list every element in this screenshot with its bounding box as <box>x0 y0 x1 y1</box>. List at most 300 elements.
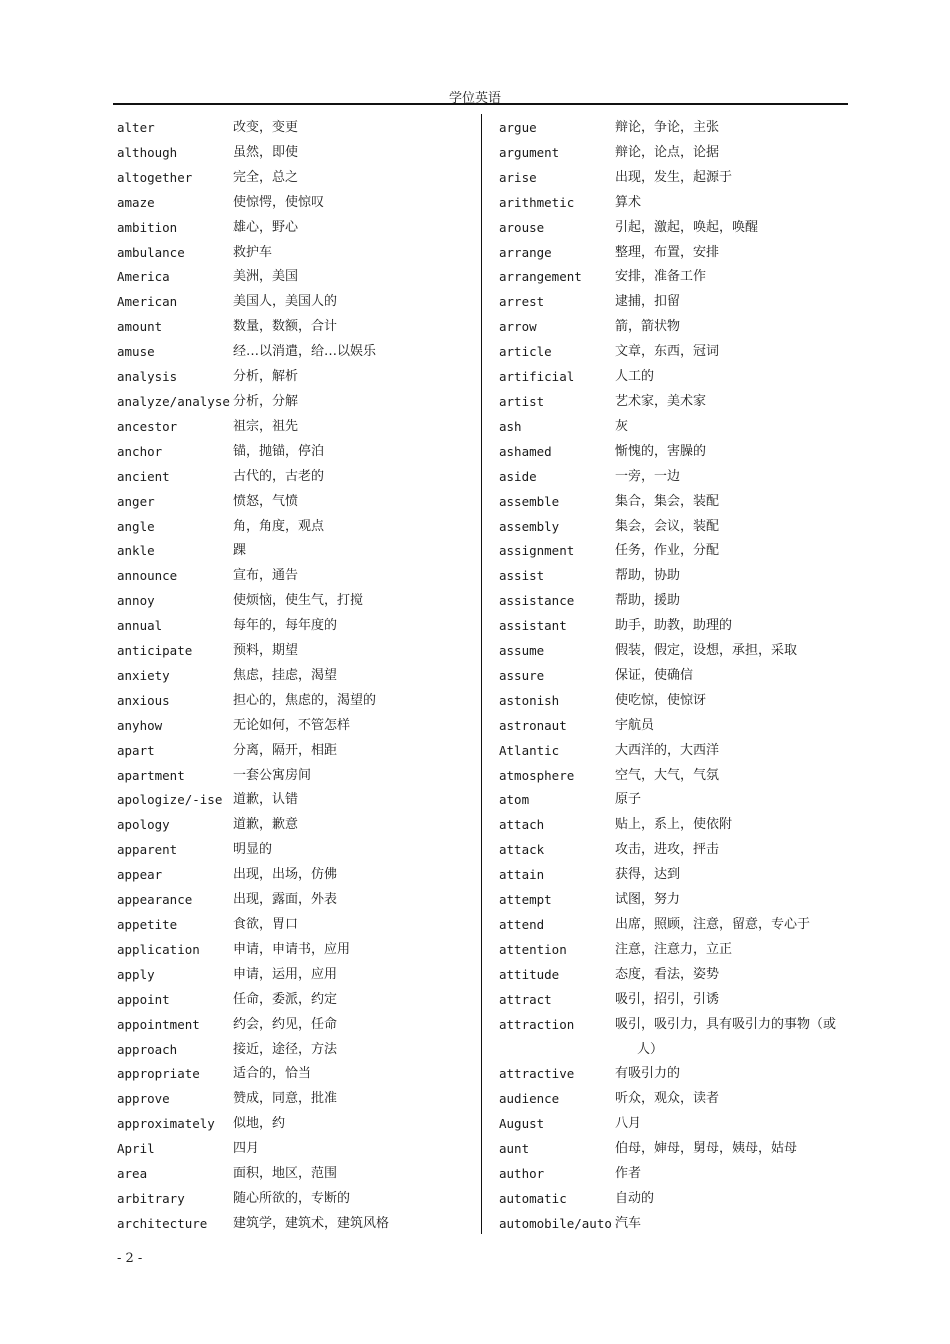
vocab-definition-text: 助手，助教，助理的 <box>615 618 733 634</box>
vocab-word: apartment <box>117 767 185 783</box>
vocab-definition <box>615 440 844 465</box>
vocab-definition-text: 数量，数额，合计 <box>233 319 338 335</box>
vocab-entry <box>117 888 472 913</box>
vocab-entry <box>117 564 472 589</box>
vocab-word: amount <box>117 319 163 335</box>
vocab-definition-text: 任命，委派，约定 <box>233 991 338 1007</box>
vocab-word: August <box>499 1116 545 1132</box>
vocab-entry <box>117 1212 472 1237</box>
vocab-entry <box>499 365 844 390</box>
vocab-definition-text: 出现，出场，仿佛 <box>233 867 338 883</box>
vocab-entry <box>499 1013 844 1063</box>
vocab-entry <box>117 639 472 664</box>
vocab-definition <box>233 739 472 764</box>
vocab-definition-text: 面积，地区，范围 <box>233 1166 338 1182</box>
vocab-word: apologize/-ise <box>117 792 223 808</box>
vocab-entry <box>117 141 472 166</box>
vocab-definition <box>615 913 844 938</box>
vocab-definition-text: 焦虑，挂虑，渴望 <box>233 667 338 683</box>
vocab-definition-text: 安排，准备工作 <box>615 269 707 285</box>
vocab-entry <box>499 539 844 564</box>
vocab-definition <box>615 1013 844 1063</box>
vocab-definition <box>233 290 472 315</box>
vocab-definition-text: 使惊愕，使惊叹 <box>233 194 325 210</box>
vocab-entry <box>117 365 472 390</box>
vocab-word: attack <box>499 842 545 858</box>
vocab-word: anxiety <box>117 667 170 683</box>
vocab-definition <box>615 216 844 241</box>
vocab-word: anyhow <box>117 717 163 733</box>
vocab-entry <box>499 315 844 340</box>
vocab-word: assume <box>499 643 545 659</box>
vocabulary-column-right <box>499 116 844 1237</box>
vocab-definition-text: 明显的 <box>233 842 273 858</box>
vocab-word: arise <box>499 169 537 185</box>
vocab-entry <box>117 1137 472 1162</box>
vocab-word: arrest <box>499 294 545 310</box>
vocab-definition <box>233 564 472 589</box>
vocab-entry <box>499 1137 844 1162</box>
vocab-definition <box>233 315 472 340</box>
vocab-entry <box>117 191 472 216</box>
vocab-definition <box>233 639 472 664</box>
vocab-definition-text: 任务，作业，分配 <box>615 543 720 559</box>
vocab-definition-text: 灰 <box>615 418 629 434</box>
vocab-definition <box>615 863 844 888</box>
vocab-definition-text: 惭愧的，害臊的 <box>615 443 707 459</box>
vocab-definition-text: 吸引，招引，引诱 <box>615 991 720 1007</box>
vocab-entry <box>117 490 472 515</box>
vocab-word: apparent <box>117 842 178 858</box>
vocab-definition-text: 随心所欲的，专断的 <box>233 1190 351 1206</box>
vocab-definition <box>233 664 472 689</box>
vocab-entry <box>117 1112 472 1137</box>
vocab-entry <box>499 863 844 888</box>
vocab-definition <box>615 838 844 863</box>
vocab-entry <box>117 241 472 266</box>
vocab-word: anchor <box>117 443 163 459</box>
vocab-word: April <box>117 1141 155 1157</box>
vocab-definition-text: 担心的，焦虑的，渴望的 <box>233 692 377 708</box>
vocab-entry <box>499 415 844 440</box>
vocab-entry <box>117 315 472 340</box>
vocab-word: analyze/analyse <box>117 393 230 409</box>
vocab-definition <box>615 639 844 664</box>
vocab-entry <box>499 838 844 863</box>
vocab-definition <box>233 988 472 1013</box>
vocab-definition-text: 保证，使确信 <box>615 667 694 683</box>
vocab-word: altogether <box>117 169 193 185</box>
vocab-word: arrangement <box>499 269 582 285</box>
vocab-definition <box>233 1137 472 1162</box>
vocab-entry <box>499 639 844 664</box>
vocab-entry <box>499 166 844 191</box>
vocab-entry <box>499 390 844 415</box>
vocab-definition <box>615 241 844 266</box>
vocab-entry <box>499 988 844 1013</box>
vocab-definition-text: 汽车 <box>615 1215 642 1231</box>
vocab-definition <box>233 1038 472 1063</box>
vocab-entry <box>499 241 844 266</box>
vocab-definition-text: 使烦恼，使生气，打搅 <box>233 593 364 609</box>
vocab-definition <box>233 340 472 365</box>
vocab-definition <box>233 913 472 938</box>
vocab-word: attract <box>499 991 552 1007</box>
vocab-word: America <box>117 269 170 285</box>
vocab-entry <box>499 1187 844 1212</box>
vocab-definition-text: 道歉，认错 <box>233 792 299 808</box>
vocab-word: appearance <box>117 892 193 908</box>
vocab-definition-text: 出席，照顾，注意，留意，专心于 <box>615 917 811 932</box>
vocab-word: although <box>117 144 178 160</box>
vocab-entry <box>499 1087 844 1112</box>
vocab-entry <box>117 116 472 141</box>
vocab-word: attach <box>499 817 545 833</box>
vocab-definition <box>233 614 472 639</box>
vocab-entry <box>117 440 472 465</box>
vocab-entry <box>117 689 472 714</box>
vocab-word: attend <box>499 917 545 932</box>
vocab-entry <box>499 490 844 515</box>
vocab-entry <box>499 1162 844 1187</box>
vocab-word: apply <box>117 966 155 982</box>
vocab-definition-text: 适合的，恰当 <box>233 1066 312 1082</box>
vocab-definition-text: 文章，东西，冠词 <box>615 344 720 360</box>
vocab-definition <box>233 191 472 216</box>
vocab-definition <box>615 315 844 340</box>
vocab-definition-text: 态度，看法，姿势 <box>615 966 720 982</box>
vocab-entry <box>117 539 472 564</box>
vocab-entry <box>117 714 472 739</box>
vocab-word: Atlantic <box>499 742 560 758</box>
vocab-word: assure <box>499 667 545 683</box>
vocab-definition <box>233 1087 472 1112</box>
vocab-definition-text: 试图，努力 <box>615 892 681 908</box>
vocab-definition-text: 八月 <box>615 1116 642 1132</box>
vocab-definition-text: 分离，隔开，相距 <box>233 742 338 758</box>
vocab-word: artificial <box>499 369 575 385</box>
vocab-definition-text: 道歉，歉意 <box>233 817 299 833</box>
vocab-word: attention <box>499 941 567 957</box>
vocab-entry <box>499 116 844 141</box>
vocab-word: ancestor <box>117 418 178 434</box>
vocab-word: anxious <box>117 692 170 708</box>
vocab-definition-text: 算术 <box>615 194 642 210</box>
vocab-definition-text: 锚，抛锚，停泊 <box>233 443 325 459</box>
vocab-definition <box>615 788 844 813</box>
vocab-word: announce <box>117 568 178 584</box>
page-number: - 2 - <box>117 1251 143 1266</box>
vocab-definition-text: 辩论，论点，论据 <box>615 144 720 160</box>
vocab-word: assignment <box>499 543 575 559</box>
vocab-word: ambition <box>117 219 178 235</box>
vocab-definition <box>615 290 844 315</box>
vocab-entry <box>117 465 472 490</box>
vocab-definition <box>233 788 472 813</box>
vocab-word: astronaut <box>499 717 567 733</box>
vocab-entry <box>499 191 844 216</box>
vocab-entry <box>117 216 472 241</box>
vocab-word: angle <box>117 518 155 534</box>
vocab-word: appear <box>117 867 163 883</box>
vocab-definition <box>615 539 844 564</box>
vocab-definition <box>233 415 472 440</box>
vocab-definition <box>615 515 844 540</box>
vocab-entry <box>117 813 472 838</box>
vocab-definition-text: 自动的 <box>615 1190 655 1206</box>
vocab-definition-text: 一套公寓房间 <box>233 767 312 783</box>
vocab-definition-text: 逮捕，扣留 <box>615 294 681 310</box>
vocab-definition <box>615 365 844 390</box>
vocab-entry <box>117 838 472 863</box>
vocab-word: assemble <box>499 493 560 509</box>
vocab-word: architecture <box>117 1215 208 1231</box>
vocab-definition-text: 申请，运用，应用 <box>233 966 338 982</box>
vocab-entry <box>117 265 472 290</box>
vocab-definition <box>233 888 472 913</box>
vocab-word: arrow <box>499 319 537 335</box>
vocab-definition <box>615 1162 844 1187</box>
vocab-entry <box>117 415 472 440</box>
vocab-definition <box>233 1062 472 1087</box>
vocab-word: approximately <box>117 1116 215 1132</box>
vocab-entry <box>499 813 844 838</box>
vocab-definition-text: 帮助，协助 <box>615 568 681 584</box>
vocab-definition-text: 经…以消遣，给…以娱乐 <box>233 344 377 360</box>
vocab-entry <box>117 390 472 415</box>
vocab-entry <box>117 913 472 938</box>
vocab-definition <box>615 764 844 789</box>
vocab-definition <box>233 1112 472 1137</box>
vocab-definition <box>233 764 472 789</box>
vocab-definition-text: 宇航员 <box>615 717 655 733</box>
vocab-word: ash <box>499 418 522 434</box>
vocab-word: attitude <box>499 966 560 982</box>
vocab-word: author <box>499 1166 545 1182</box>
vocab-definition-text: 一旁，一边 <box>615 468 681 484</box>
vocab-entry <box>499 465 844 490</box>
vocab-entry <box>499 1112 844 1137</box>
vocab-word: arbitrary <box>117 1190 185 1206</box>
vocab-definition-text: 艺术家，美术家 <box>615 393 707 409</box>
vocab-definition-text: 救护车 <box>233 244 273 260</box>
vocab-entry <box>499 440 844 465</box>
vocab-entry <box>117 963 472 988</box>
vocab-entry <box>499 764 844 789</box>
vocab-definition-text: 每年的，每年度的 <box>233 618 338 634</box>
vocab-word: assistant <box>499 618 567 634</box>
vocab-definition-text: 贴上，系上，使依附 <box>615 817 733 833</box>
vocab-entry <box>117 1062 472 1087</box>
vocab-definition-text: 角，角度，观点 <box>233 518 325 534</box>
vocab-definition-text: 原子 <box>615 792 642 808</box>
vocab-entry <box>117 1013 472 1038</box>
vocab-entry <box>117 988 472 1013</box>
vocab-word: apology <box>117 817 170 833</box>
vocab-entry <box>499 714 844 739</box>
vocab-definition-text: 申请，申请书，应用 <box>233 941 351 957</box>
vocab-word: automatic <box>499 1190 567 1206</box>
vocab-definition-text: 整理，布置，安排 <box>615 244 720 260</box>
vocab-definition <box>233 938 472 963</box>
vocab-word: area <box>117 1166 148 1182</box>
vocab-definition-text: 分析，分解 <box>233 393 299 409</box>
vocab-definition-text: 获得，达到 <box>615 867 681 883</box>
vocab-definition <box>233 490 472 515</box>
vocabulary-column-left <box>117 116 472 1237</box>
vocab-entry <box>499 564 844 589</box>
vocab-definition <box>233 838 472 863</box>
vocab-word: argument <box>499 144 560 160</box>
column-divider <box>481 114 482 1234</box>
vocab-entry <box>499 340 844 365</box>
vocab-word: appoint <box>117 991 170 1007</box>
vocab-definition <box>615 465 844 490</box>
vocab-definition <box>233 166 472 191</box>
vocab-entry <box>117 589 472 614</box>
vocab-definition-text: 建筑学，建筑术，建筑风格 <box>233 1215 390 1231</box>
vocab-definition <box>233 539 472 564</box>
vocab-definition-text: 引起，激起，唤起，唤醒 <box>615 219 759 235</box>
vocab-definition <box>615 116 844 141</box>
vocab-definition <box>615 689 844 714</box>
vocab-entry <box>117 290 472 315</box>
vocab-definition-text: 有吸引力的 <box>615 1066 681 1082</box>
vocab-entry <box>499 689 844 714</box>
vocab-definition-text: 祖宗，祖先 <box>233 418 299 434</box>
vocab-word: assembly <box>499 518 560 534</box>
vocab-definition-text: 虽然，即使 <box>233 144 299 160</box>
vocab-word: astonish <box>499 692 560 708</box>
vocab-entry <box>499 141 844 166</box>
vocab-definition-text: 注意，注意力，立正 <box>615 941 733 957</box>
vocab-entry <box>117 764 472 789</box>
vocab-entry <box>117 938 472 963</box>
vocab-definition <box>615 490 844 515</box>
vocab-word: attain <box>499 867 545 883</box>
vocab-definition <box>233 265 472 290</box>
vocab-word: attractive <box>499 1066 575 1082</box>
vocab-word: automobile/auto <box>499 1215 612 1231</box>
vocab-definition <box>615 340 844 365</box>
vocab-definition-text: 攻击，进攻，抨击 <box>615 842 720 858</box>
vocab-definition-text: 箭，箭状物 <box>615 319 681 335</box>
vocab-definition <box>233 216 472 241</box>
vocab-definition-text: 空气，大气，气氛 <box>615 767 720 783</box>
vocab-definition-text: 无论如何，不管怎样 <box>233 717 351 733</box>
vocab-entry <box>499 216 844 241</box>
vocab-word: anger <box>117 493 155 509</box>
vocab-definition <box>615 664 844 689</box>
vocab-word: arouse <box>499 219 545 235</box>
vocab-definition <box>233 365 472 390</box>
vocab-definition <box>233 1212 472 1237</box>
vocab-definition <box>233 1013 472 1038</box>
vocab-definition <box>233 963 472 988</box>
vocab-word: attempt <box>499 892 552 908</box>
vocab-definition-text: 雄心，野心 <box>233 219 299 235</box>
vocab-entry <box>499 589 844 614</box>
vocab-word: ancient <box>117 468 170 484</box>
vocab-word: arrange <box>499 244 552 260</box>
vocab-definition <box>615 988 844 1013</box>
vocab-definition <box>615 564 844 589</box>
vocab-word: ashamed <box>499 443 552 459</box>
vocab-definition <box>615 141 844 166</box>
vocab-entry <box>117 515 472 540</box>
vocab-entry <box>117 340 472 365</box>
vocab-word: American <box>117 294 178 310</box>
vocab-entry <box>499 664 844 689</box>
vocab-entry <box>499 1212 844 1237</box>
vocab-definition <box>615 589 844 614</box>
vocab-word: assist <box>499 568 545 584</box>
vocab-definition-text: 吸引，吸引力，具有吸引力的事物（或 <box>615 1016 837 1032</box>
vocab-definition-text: 辩论，争论，主张 <box>615 120 720 135</box>
vocab-definition-text: 改变，变更 <box>233 120 299 135</box>
vocab-word: analysis <box>117 369 178 385</box>
vocab-definition-text: 宣布，通告 <box>233 568 299 584</box>
vocab-definition-continuation: 人） <box>637 1041 664 1057</box>
vocab-entry <box>117 1087 472 1112</box>
vocab-word: atom <box>499 792 530 808</box>
vocab-definition-text: 四月 <box>233 1141 260 1157</box>
vocab-definition <box>615 714 844 739</box>
vocab-word: annual <box>117 618 163 634</box>
vocab-word: audience <box>499 1091 560 1107</box>
vocab-definition-text: 踝 <box>233 543 247 559</box>
vocab-definition-text: 愤怒，气愤 <box>233 493 299 509</box>
vocab-definition <box>615 963 844 988</box>
vocab-definition-text: 食欲，胃口 <box>233 917 299 932</box>
vocab-definition <box>615 191 844 216</box>
vocab-word: aunt <box>499 1141 530 1157</box>
vocab-definition <box>233 440 472 465</box>
vocab-entry <box>499 913 844 938</box>
vocab-definition <box>233 515 472 540</box>
vocab-word: appetite <box>117 917 178 932</box>
vocab-entry <box>117 166 472 191</box>
vocab-definition-text: 作者 <box>615 1166 642 1182</box>
vocab-entry <box>499 1062 844 1087</box>
vocab-word: aside <box>499 468 537 484</box>
vocab-definition <box>233 241 472 266</box>
vocab-word: attraction <box>499 1016 575 1032</box>
vocab-definition-text: 假装，假定，设想，承担，采取 <box>615 643 798 659</box>
vocab-definition <box>615 614 844 639</box>
vocab-definition-text: 接近，途径，方法 <box>233 1041 338 1057</box>
vocab-definition <box>615 166 844 191</box>
vocab-entry <box>499 888 844 913</box>
header-rule <box>113 103 848 105</box>
vocab-word: approve <box>117 1091 170 1107</box>
vocab-definition <box>615 1212 844 1237</box>
vocab-definition <box>233 116 472 141</box>
vocab-word: arithmetic <box>499 194 575 210</box>
vocab-definition-text: 预料，期望 <box>233 643 299 659</box>
vocab-definition <box>615 1087 844 1112</box>
vocab-entry <box>117 614 472 639</box>
vocab-entry <box>117 664 472 689</box>
vocab-definition <box>615 415 844 440</box>
vocab-definition-text: 伯母，婶母，舅母，姨母，姑母 <box>615 1141 798 1157</box>
vocab-word: amuse <box>117 344 155 360</box>
vocab-entry <box>499 739 844 764</box>
vocab-entry <box>499 290 844 315</box>
vocab-word: apart <box>117 742 155 758</box>
vocab-word: ambulance <box>117 244 185 260</box>
vocab-word: ankle <box>117 543 155 559</box>
